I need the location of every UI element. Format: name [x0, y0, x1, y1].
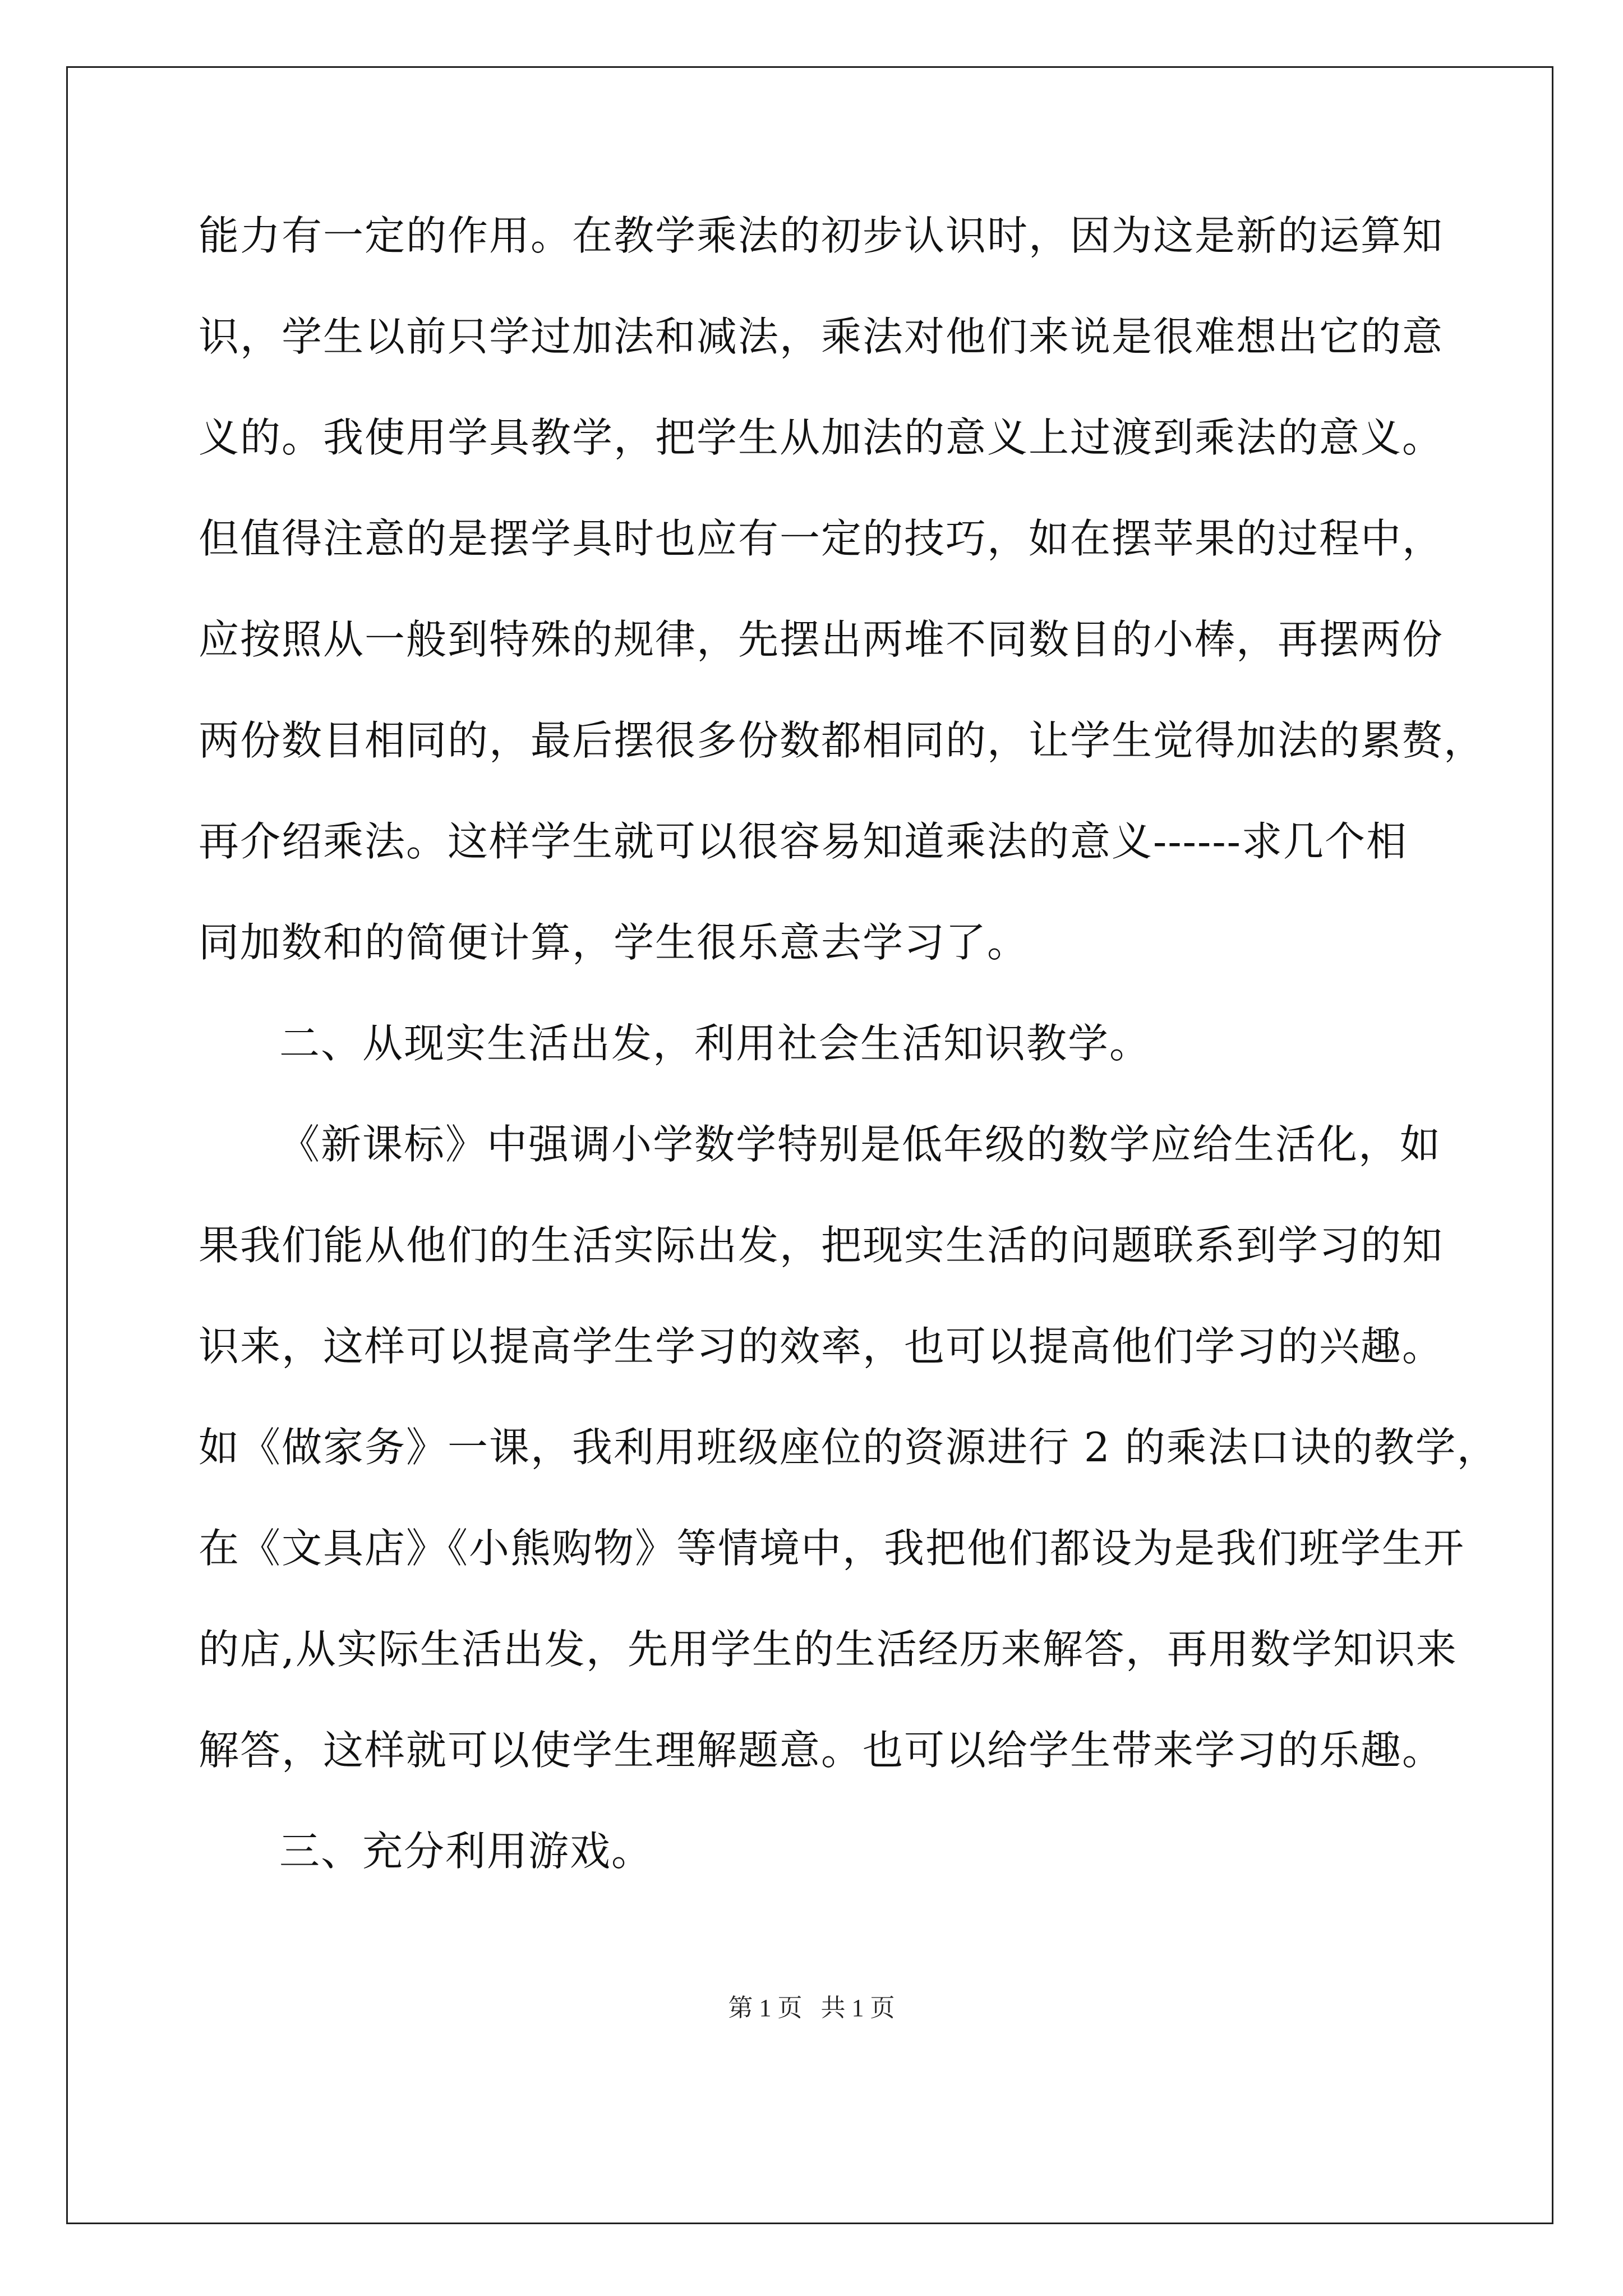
text-line: 识，学生以前只学过加法和减法，乘法对他们来说是很难想出它的意: [199, 313, 1444, 360]
text-line: 的店,从实际生活出发，先用学生的生活经历来解答，再用数学知识来: [199, 1626, 1458, 1673]
text-line: 《新课标》中强调小学数学特别是低年级的数学应给生活化，如: [279, 1121, 1442, 1168]
text-line: 同加数和的简便计算，学生很乐意去学习了。: [199, 919, 1029, 966]
text-line: 果我们能从他们的生活实际出发，把现实生活的问题联系到学习的知: [199, 1222, 1444, 1269]
text-line: 在《文具店》《小熊购物》等情境中，我把他们都设为是我们班学生开: [199, 1525, 1465, 1572]
section-heading: 三、充分利用游戏。: [279, 1828, 653, 1875]
text-line: 义的。我使用学具教学，把学生从加法的意义上过渡到乘法的意义。: [199, 414, 1444, 461]
text-line: 识来，这样可以提高学生学习的效率，也可以提高他们学习的兴趣。: [199, 1323, 1444, 1370]
page-number: 第 1 页 共 1 页: [728, 1994, 895, 2022]
text-line: 应按照从一般到特殊的规律，先摆出两堆不同数目的小棒，再摆两份: [199, 616, 1444, 663]
text-line: 再介绍乘法。这样学生就可以很容易知道乘法的意义------求几个相: [199, 818, 1408, 865]
text-line: 如《做家务》一课，我利用班级座位的资源进行 2 的乘法口诀的教学，: [199, 1424, 1498, 1471]
page-footer: [0, 1991, 1623, 2025]
text-line: 但值得注意的是摆学具时也应有一定的技巧，如在摆苹果的过程中，: [199, 515, 1444, 562]
text-line: 两份数目相同的，最后摆很多份数都相同的，让学生觉得加法的累赘，: [199, 717, 1486, 764]
section-heading: 二、从现实生活出发，利用社会生活知识教学。: [279, 1020, 1151, 1067]
text-line: 解答，这样就可以使学生理解题意。也可以给学生带来学习的乐趣。: [199, 1727, 1444, 1774]
text-line: 能力有一定的作用。在教学乘法的初步认识时，因为这是新的运算知: [199, 212, 1444, 259]
